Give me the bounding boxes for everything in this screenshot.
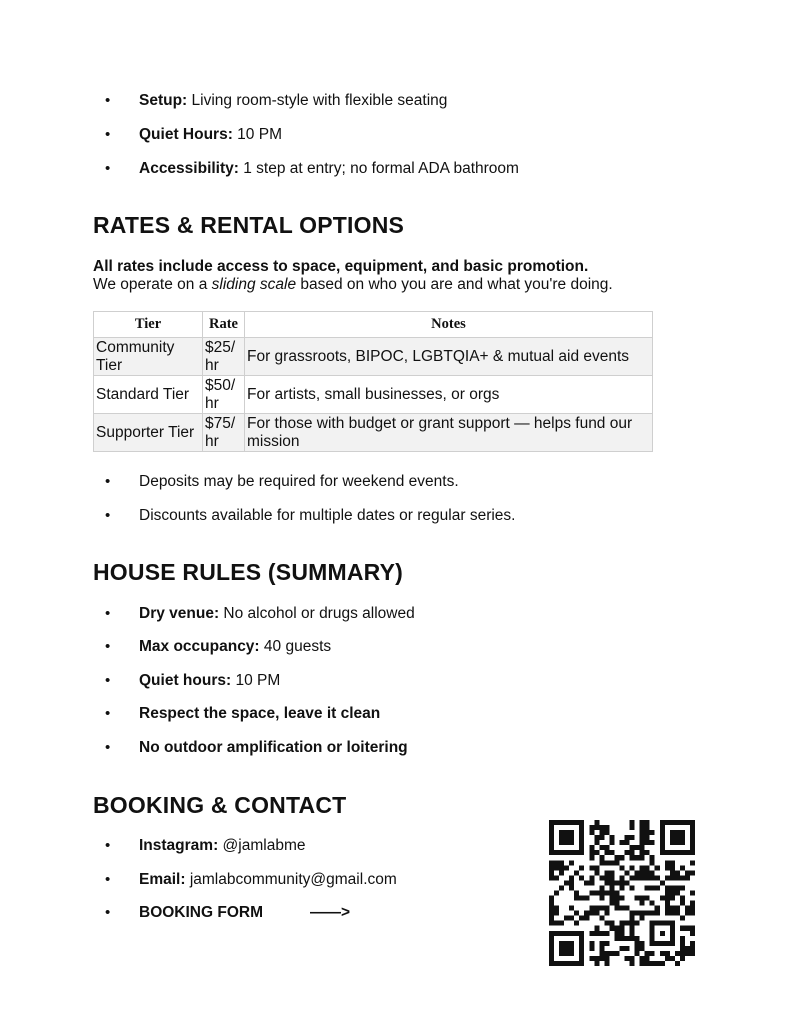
- qr-code-icon[interactable]: [549, 820, 695, 966]
- bullet-icon: •: [105, 92, 111, 109]
- item-label: Accessibility:: [139, 160, 239, 177]
- table-row: [94, 338, 653, 376]
- item-label: Quiet Hours:: [139, 126, 233, 143]
- item-text: Deposits may be required for weekend events.: [139, 473, 459, 490]
- instagram-label: Instagram:: [139, 837, 219, 854]
- table-header-row: [94, 312, 653, 338]
- column-header-tier: Tier: [94, 312, 203, 338]
- bullet-icon: •: [105, 126, 111, 143]
- item-label: No outdoor amplification or loitering: [139, 739, 408, 756]
- notes-cell: For those with budget or grant support — helps fund our mission: [245, 414, 653, 452]
- column-header-notes: Notes: [245, 312, 653, 338]
- booking-form-label[interactable]: BOOKING FORM: [139, 904, 263, 921]
- tier-cell: Standard Tier: [94, 376, 203, 414]
- item-value: No alcohol or drugs allowed: [219, 605, 415, 622]
- rates-intro-line: [93, 276, 613, 294]
- bullet-icon: •: [105, 871, 111, 888]
- rate-cell: $50/ hr: [203, 376, 245, 414]
- item-label: Setup:: [139, 92, 188, 109]
- item-label: Quiet hours:: [139, 672, 232, 689]
- house-rules-heading: HOUSE RULES (SUMMARY): [93, 559, 404, 585]
- bullet-icon: •: [105, 507, 111, 524]
- bullet-icon: •: [105, 160, 111, 177]
- item-value: 1 step at entry; no formal ADA bathroom: [238, 160, 519, 177]
- item-label: Max occupancy:: [139, 638, 260, 655]
- intro-italic: sliding scale: [211, 276, 297, 293]
- intro-suffix: based on who you are and what you're doing.: [296, 276, 613, 293]
- instagram-handle[interactable]: @jamlabme: [218, 837, 306, 854]
- rates-heading: RATES & RENTAL OPTIONS: [93, 212, 405, 238]
- table-row: [94, 376, 653, 414]
- column-header-rate: Rate: [203, 312, 245, 338]
- table-row: [94, 414, 653, 452]
- email-link[interactable]: jamlabcommunity@gmail.com: [185, 871, 397, 888]
- tier-cell: Community Tier: [94, 338, 203, 376]
- item-value: 40 guests: [259, 638, 332, 655]
- rate-cell: $25/ hr: [203, 338, 245, 376]
- notes-cell: For artists, small businesses, or orgs: [245, 376, 653, 414]
- bullet-icon: •: [105, 837, 111, 854]
- bullet-icon: •: [105, 904, 111, 921]
- email-label: Email:: [139, 871, 186, 888]
- bullet-icon: •: [105, 605, 111, 622]
- intro-prefix: We operate on a: [93, 276, 212, 293]
- tier-cell: Supporter Tier: [94, 414, 203, 452]
- item-value: Living room-style with flexible seating: [187, 92, 448, 109]
- bullet-icon: •: [105, 638, 111, 655]
- rates-intro: [93, 258, 613, 294]
- item-label: Dry venue:: [139, 605, 220, 622]
- rates-table: [93, 311, 653, 452]
- arrow-right-icon: ——>: [310, 904, 351, 921]
- bullet-icon: •: [105, 672, 111, 689]
- booking-heading: BOOKING & CONTACT: [93, 792, 347, 818]
- bullet-icon: •: [105, 705, 111, 722]
- notes-cell: For grassroots, BIPOC, LGBTQIA+ & mutual aid events: [245, 338, 653, 376]
- item-value: 10 PM: [232, 126, 282, 143]
- item-value: 10 PM: [231, 672, 281, 689]
- rates-intro-bold: All rates include access to space, equipment, and basic promotion.: [93, 258, 589, 275]
- item-text: Discounts available for multiple dates or regular series.: [139, 507, 516, 524]
- rate-cell: $75/ hr: [203, 414, 245, 452]
- bullet-icon: •: [105, 739, 111, 756]
- bullet-icon: •: [105, 473, 111, 490]
- item-label: Respect the space, leave it clean: [139, 705, 381, 722]
